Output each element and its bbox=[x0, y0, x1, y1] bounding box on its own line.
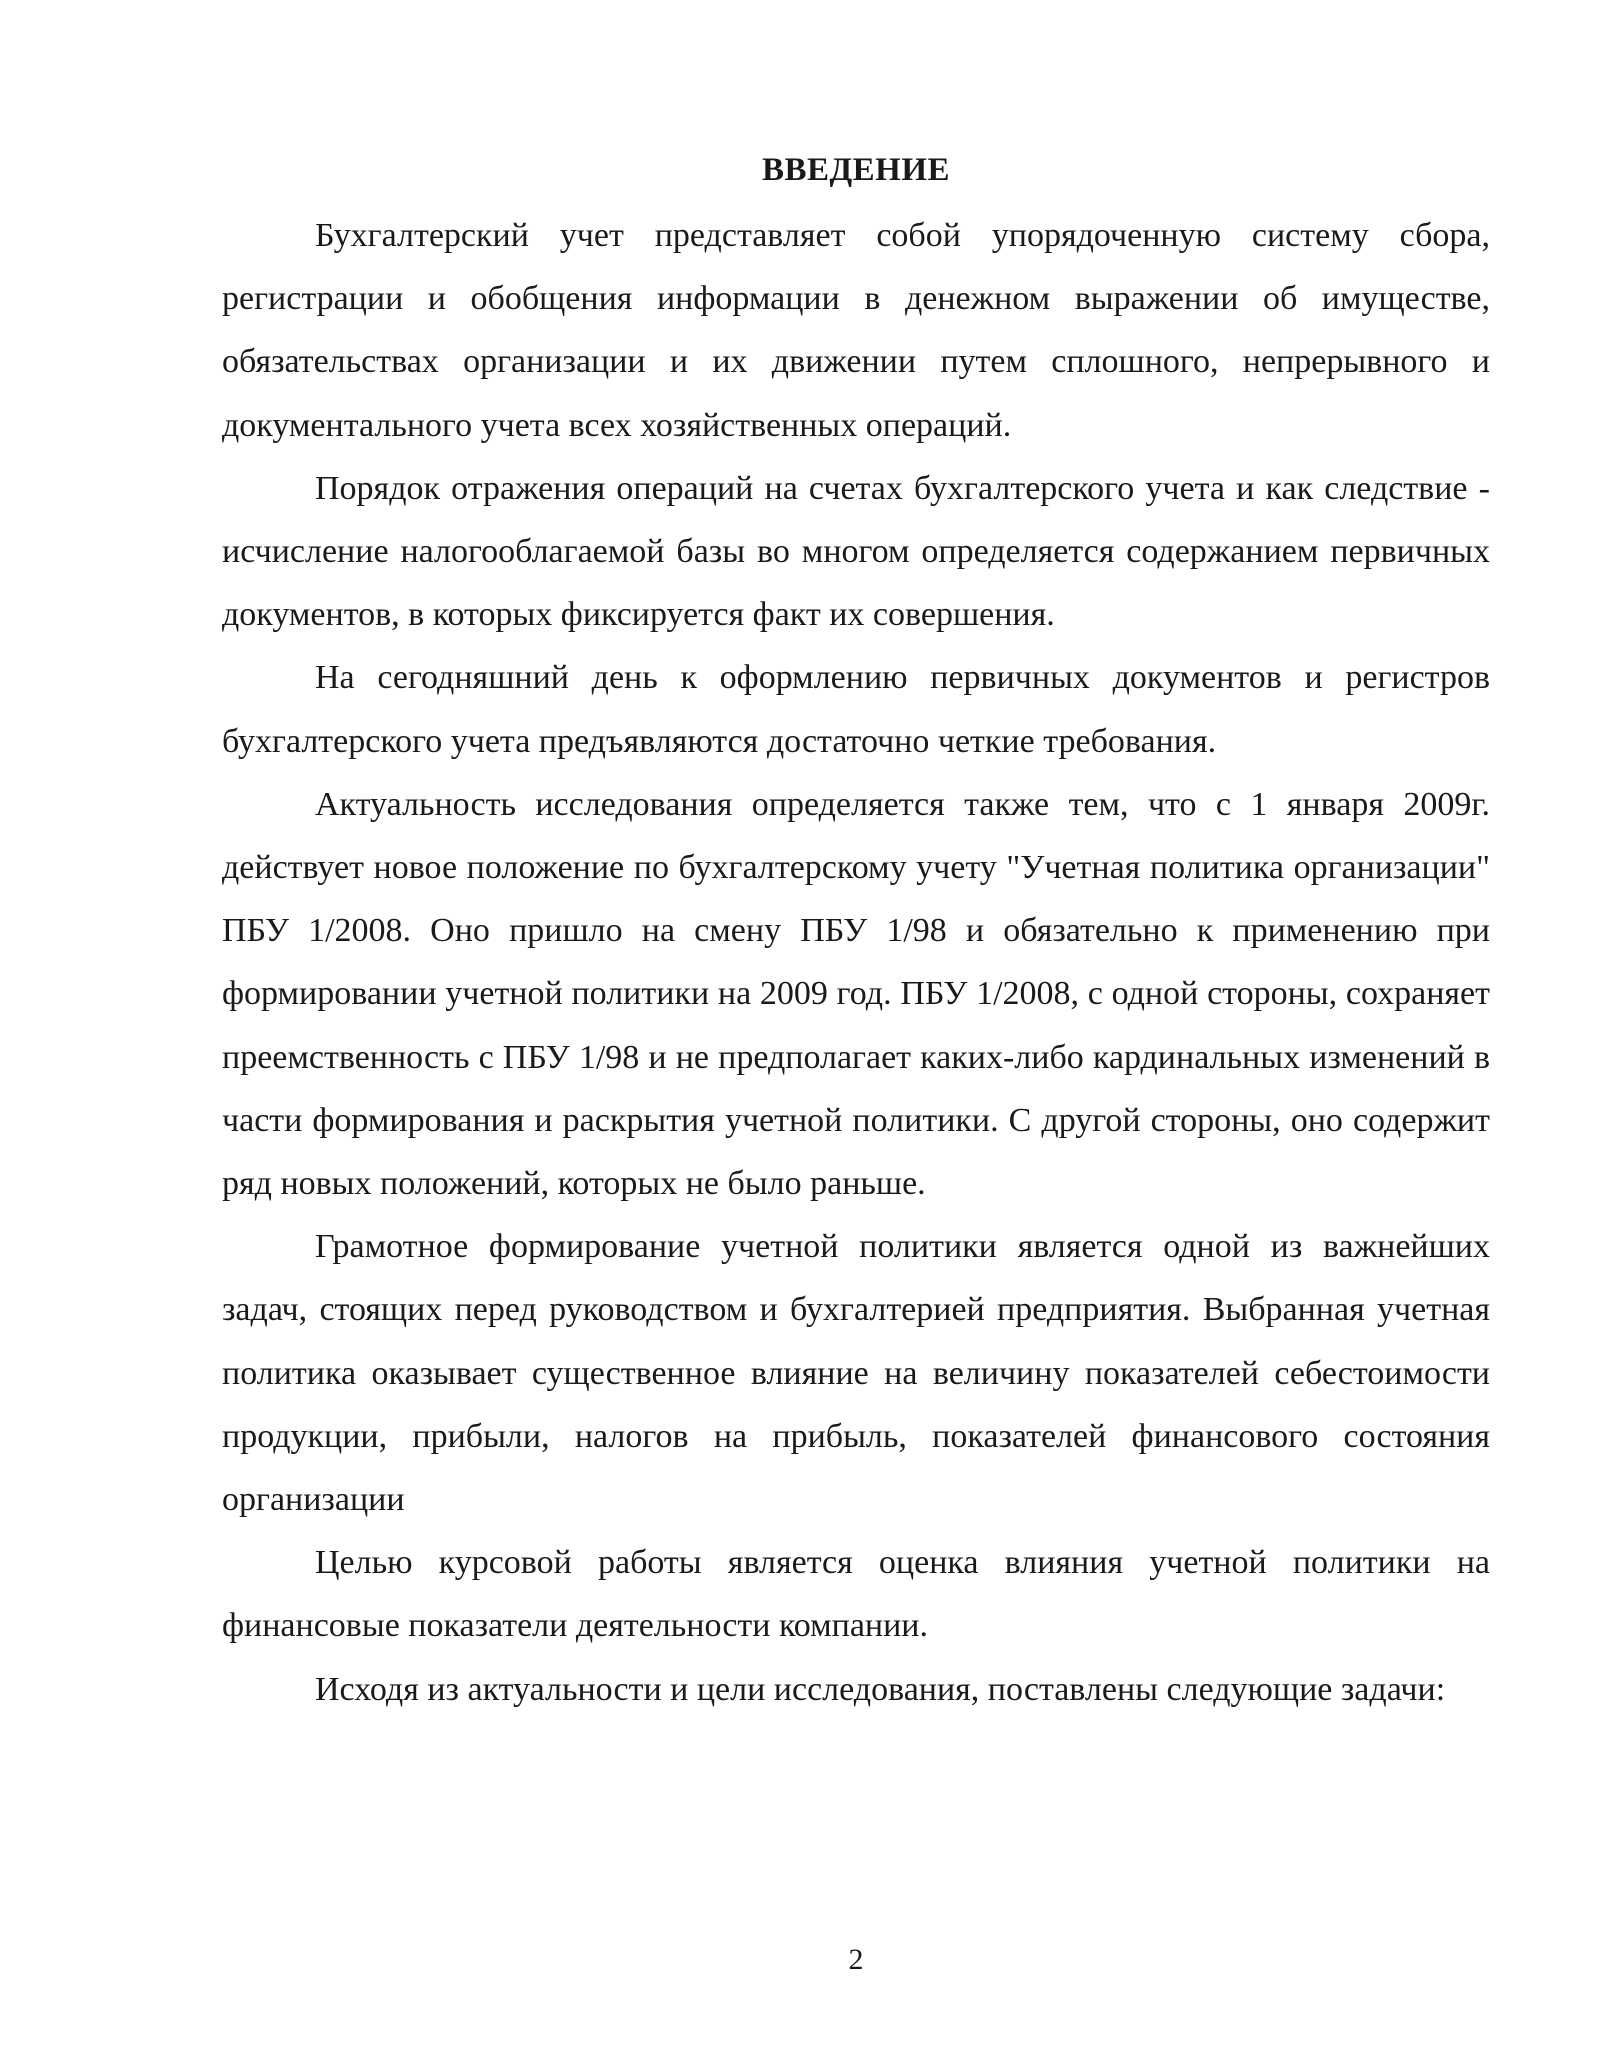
body-text bbox=[222, 204, 1490, 1721]
paragraph-goal: Целью курсовой работы является оценка влияния учетной политики на финансовые показатели деятельности компании. bbox=[222, 1544, 1490, 1645]
paragraph-requirements: На сегодняшний день к оформлению первичных документов и регистров бухгалтерского учета предъявляются достаточно четкие требования. bbox=[222, 659, 1490, 760]
paragraph-tasks: Исходя из актуальности и цели исследования, поставлены следующие задачи: bbox=[315, 1670, 1446, 1708]
paragraph-operations-order: Порядок отражения операций на счетах бухгалтерского учета и как следствие - исчисление налогооблагаемой базы во многом определяется содержанием первичных документов, в которых фиксируется факт их совершения. bbox=[222, 469, 1490, 634]
paragraph-policy-importance: Грамотное формирование учетной политики является одной из важнейших задач, стоящих перед руководством и бухгалтерией предприятия. Выбранная учетная политика оказывает существенное влияние на величину показателей себестоимости продукции, прибыли, налогов на прибыль, показателей финансового состояния организации bbox=[222, 1228, 1490, 1519]
paragraph-intro-definition: Бухгалтерский учет представляет собой упорядоченную систему сбора, регистрации и обобщения информации в денежном выражении об имуществе, обязательствах организации и их движении путем сплошного, непрерывного и документального учета всех хозяйственных операций. bbox=[222, 217, 1490, 444]
section-heading: ВВЕДЕНИЕ bbox=[761, 152, 951, 188]
page-number: 2 bbox=[848, 1943, 864, 1976]
paragraph-relevance: Актуальность исследования определяется также тем, что с 1 января 2009г. действует новое положение по бухгалтерскому учету "Учетная политика организации" ПБУ 1/2008. Оно пришло на смену ПБУ 1/98 и обязательно к применению при формировании учетной политики на 2009 год. ПБУ 1/2008, с одной стороны, сохраняет преемственность с ПБУ 1/98 и не предполагает каких-либо кардинальных изменений в части формирования и раскрытия учетной политики. С другой стороны, оно содержит ряд новых положений, которых не было раньше. bbox=[222, 785, 1490, 1203]
